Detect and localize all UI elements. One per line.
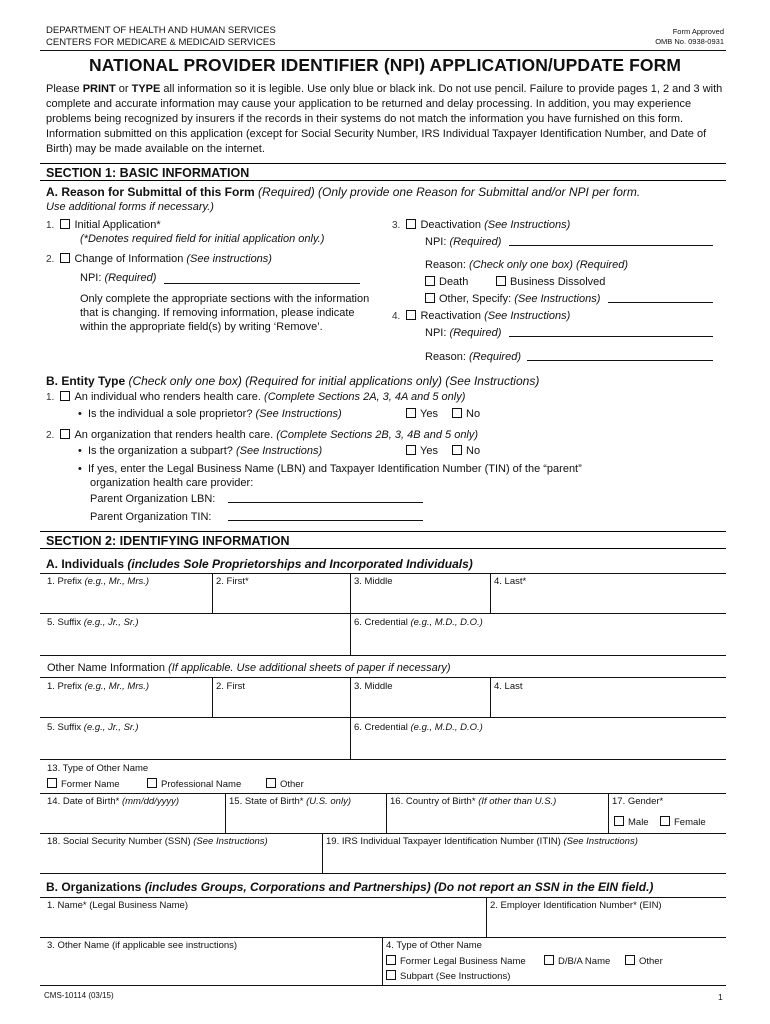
intro-paragraph: Please PRINT or TYPE all information so it is legible. Use only blue or black ink. Do not use pencil. Failure to provide pages 1, 2 and 3 with complete and accurate information may cause your application to be returned and delay processing. In addition, you may experience problems being recognized by insurers if the records in their systems do not match the information you have furnished on this form. Information submitted on this application (except for Social Security Number, IRS Individual Taxpayer Identification Number, and Date of Birth) may be made available on the internet. (46, 83, 723, 155)
organization-checkbox[interactable] (60, 429, 70, 439)
grid-line (40, 897, 726, 898)
grid-line (40, 717, 726, 718)
itin-field[interactable]: 19. IRS Individual Taxpayer Identification Number (ITIN) (See Instructions) (326, 836, 638, 847)
department-name: DEPARTMENT OF HEALTH AND HUMAN SERVICES (46, 25, 276, 36)
form-id: CMS-10114 (03/15) (44, 991, 114, 1000)
parent-lbn-label: Parent Organization LBN: (90, 493, 216, 505)
grid-line (40, 759, 726, 760)
grid-line (608, 793, 609, 833)
sole-proprietor-yes[interactable]: Yes (406, 407, 438, 421)
grid-line (40, 873, 726, 874)
grid-line (40, 833, 726, 834)
grid-line (386, 793, 387, 833)
grid-line (40, 655, 726, 656)
grid-line (350, 573, 351, 655)
submittal-reason-heading: A. Reason for Submittal of this Form (Required) (Only provide one Reason for Submittal and/or NPI per form. (46, 185, 641, 199)
deactivation-npi-label: NPI: (Required) (425, 236, 502, 248)
professional-name-option[interactable]: Professional Name (147, 778, 241, 791)
section2-header: SECTION 2: IDENTIFYING INFORMATION (40, 531, 726, 549)
omb-number: OMB No. 0938-0931 (655, 37, 724, 46)
reason-deactivation[interactable]: 3. Deactivation (See Instructions) (392, 219, 571, 231)
credential-field[interactable]: 6. Credential (e.g., M.D., D.O.) (354, 617, 483, 628)
parent-lbn-field[interactable] (228, 502, 423, 503)
dba-name-option[interactable]: D/B/A Name (544, 955, 610, 968)
grid-line (40, 793, 726, 794)
grid-line (486, 897, 487, 937)
legal-business-name-field[interactable]: 1. Name* (Legal Business Name) (47, 900, 188, 911)
individuals-heading: A. Individuals (includes Sole Proprietorships and Incorporated Individuals) (46, 557, 473, 571)
country-of-birth-field[interactable]: 16. Country of Birth* (If other than U.S.) (390, 796, 557, 807)
middle-name-field[interactable]: 3. Middle (354, 576, 393, 587)
other-last-name-field[interactable]: 4. Last (494, 681, 523, 692)
grid-line (490, 677, 491, 717)
subpart-no-checkbox[interactable] (452, 445, 462, 455)
death-checkbox[interactable] (425, 276, 435, 286)
deactivation-checkbox[interactable] (406, 219, 416, 229)
required-field-note: (*Denotes required field for initial application only.) (80, 233, 325, 245)
gender-female-option[interactable]: Female (660, 816, 706, 829)
last-name-field[interactable]: 4. Last* (494, 576, 527, 587)
change-npi-label: NPI: (Required) (80, 272, 157, 284)
professional-name-checkbox[interactable] (147, 778, 157, 788)
female-checkbox[interactable] (660, 816, 670, 826)
subpart-yes[interactable]: Yes (406, 444, 438, 458)
reason-change-of-information[interactable]: 2. Change of Information (See instructions) (46, 253, 272, 265)
grid-line (40, 613, 726, 614)
reason-other[interactable]: Other, Specify: (See Instructions) (425, 292, 600, 306)
former-name-option[interactable]: Former Name (47, 778, 120, 791)
form-approved: Form Approved (672, 27, 724, 36)
first-name-field[interactable]: 2. First* (216, 576, 249, 587)
change-instructions: Only complete the appropriate sections with the information that is changing. If removing information, please indicate within the appropriate field(s) by writing ‘Remove’. (80, 293, 370, 333)
prefix-field[interactable]: 1. Prefix (e.g., Mr., Mrs.) (47, 576, 150, 587)
grid-line (350, 677, 351, 759)
entity-organization[interactable]: 2. An organization that renders health care. (Complete Sections 2B, 3, 4B and 5 only) (46, 429, 479, 441)
grid-line (40, 677, 726, 678)
parent-org-instruction-cont: organization health care provider: (90, 477, 254, 489)
other-name-heading: Other Name Information (If applicable. Use additional sheets of paper if necessary) (47, 662, 451, 674)
other-suffix-field[interactable]: 5. Suffix (e.g., Jr., Sr.) (47, 722, 139, 733)
parent-org-instruction: • If yes, enter the Legal Business Name (LBN) and Taxpayer Identification Number (TIN) of the “parent” (78, 463, 582, 475)
sole-proprietor-question: • Is the individual a sole proprietor? (See Instructions) (78, 408, 342, 420)
other-credential-field[interactable]: 6. Credential (e.g., M.D., D.O.) (354, 722, 483, 733)
former-legal-business-name-option[interactable]: Former Legal Business Name (386, 955, 526, 968)
header-rule (40, 50, 726, 51)
ein-field[interactable]: 2. Employer Identification Number* (EIN) (490, 900, 662, 911)
date-of-birth-field[interactable]: 14. Date of Birth* (mm/dd/yyyy) (47, 796, 179, 807)
grid-line (40, 573, 726, 574)
former-lbn-checkbox[interactable] (386, 955, 396, 965)
state-of-birth-field[interactable]: 15. State of Birth* (U.S. only) (229, 796, 351, 807)
other-middle-name-field[interactable]: 3. Middle (354, 681, 393, 692)
gender-male-option[interactable]: Male (614, 816, 649, 829)
grid-line (212, 573, 213, 613)
change-npi-field[interactable] (164, 283, 360, 284)
entity-individual[interactable]: 1. An individual who renders health care. (Complete Sections 2A, 3, 4A and 5 only) (46, 391, 466, 403)
gender-label: 17. Gender* (612, 796, 664, 807)
individual-checkbox[interactable] (60, 391, 70, 401)
other-reason-checkbox[interactable] (425, 293, 435, 303)
deactivation-reason-label: Reason: (Check only one box) (Required) (425, 259, 628, 271)
other-first-name-field[interactable]: 2. First (216, 681, 246, 692)
grid-line (40, 937, 726, 938)
reason-reactivation[interactable]: 4. Reactivation (See Instructions) (392, 310, 571, 322)
reason-business-dissolved[interactable]: Business Dissolved (496, 275, 605, 289)
change-information-checkbox[interactable] (60, 253, 70, 263)
grid-line (225, 793, 226, 833)
business-dissolved-checkbox[interactable] (496, 276, 506, 286)
parent-tin-field[interactable] (228, 520, 423, 521)
subpart-no[interactable]: No (452, 444, 480, 458)
former-name-checkbox[interactable] (47, 778, 57, 788)
sole-proprietor-no-checkbox[interactable] (452, 408, 462, 418)
ssn-field[interactable]: 18. Social Security Number (SSN) (See Instructions) (47, 836, 268, 847)
other-reason-field[interactable] (608, 302, 713, 303)
org-other-checkbox[interactable] (625, 955, 635, 965)
subpart-yes-checkbox[interactable] (406, 445, 416, 455)
grid-line (322, 833, 323, 873)
section1-header: SECTION 1: BASIC INFORMATION (40, 163, 726, 181)
other-prefix-field[interactable]: 1. Prefix (e.g., Mr., Mrs.) (47, 681, 150, 692)
organizations-heading: B. Organizations (includes Groups, Corporations and Partnerships) (Do not report an SSN in the EIN field.) (46, 880, 654, 894)
entity-type-heading: B. Entity Type (Check only one box) (Required for initial applications only) (See Instructions) (46, 374, 540, 388)
submittal-reason-note: Use additional forms if necessary.) (46, 201, 214, 213)
form-title: NATIONAL PROVIDER IDENTIFIER (NPI) APPLICATION/UPDATE FORM (88, 55, 682, 75)
other-name-type-checkbox[interactable] (266, 778, 276, 788)
other-name-option[interactable]: Other (266, 778, 304, 791)
deactivation-npi-field[interactable] (509, 245, 713, 246)
reason-death[interactable]: Death (425, 275, 468, 289)
reactivation-checkbox[interactable] (406, 310, 416, 320)
grid-line (40, 985, 726, 986)
org-other-option[interactable]: Other (625, 955, 663, 968)
org-other-name-type-label: 4. Type of Other Name (386, 940, 482, 951)
subpart-option[interactable]: Subpart (See Instructions) (386, 970, 510, 983)
reason-initial-application[interactable]: 1. Initial Application* (46, 219, 161, 231)
grid-line (490, 573, 491, 613)
page-number: 1 (718, 992, 723, 1002)
parent-tin-label: Parent Organization TIN: (90, 511, 212, 523)
org-other-name-field[interactable]: 3. Other Name (if applicable see instructions) (47, 940, 238, 951)
reactivation-reason-label: Reason: (Required) (425, 351, 521, 363)
subpart-checkbox[interactable] (386, 970, 396, 980)
grid-line (212, 677, 213, 717)
agency-name: CENTERS FOR MEDICARE & MEDICAID SERVICES (46, 37, 276, 48)
reactivation-npi-label: NPI: (Required) (425, 327, 502, 339)
dba-checkbox[interactable] (544, 955, 554, 965)
subpart-question: • Is the organization a subpart? (See Instructions) (78, 445, 323, 457)
initial-application-checkbox[interactable] (60, 219, 70, 229)
suffix-field[interactable]: 5. Suffix (e.g., Jr., Sr.) (47, 617, 139, 628)
sole-proprietor-no[interactable]: No (452, 407, 480, 421)
other-name-type-label: 13. Type of Other Name (47, 763, 149, 774)
male-checkbox[interactable] (614, 816, 624, 826)
reactivation-reason-field[interactable] (527, 360, 713, 361)
sole-proprietor-yes-checkbox[interactable] (406, 408, 416, 418)
grid-line (382, 937, 383, 985)
reactivation-npi-field[interactable] (509, 336, 713, 337)
